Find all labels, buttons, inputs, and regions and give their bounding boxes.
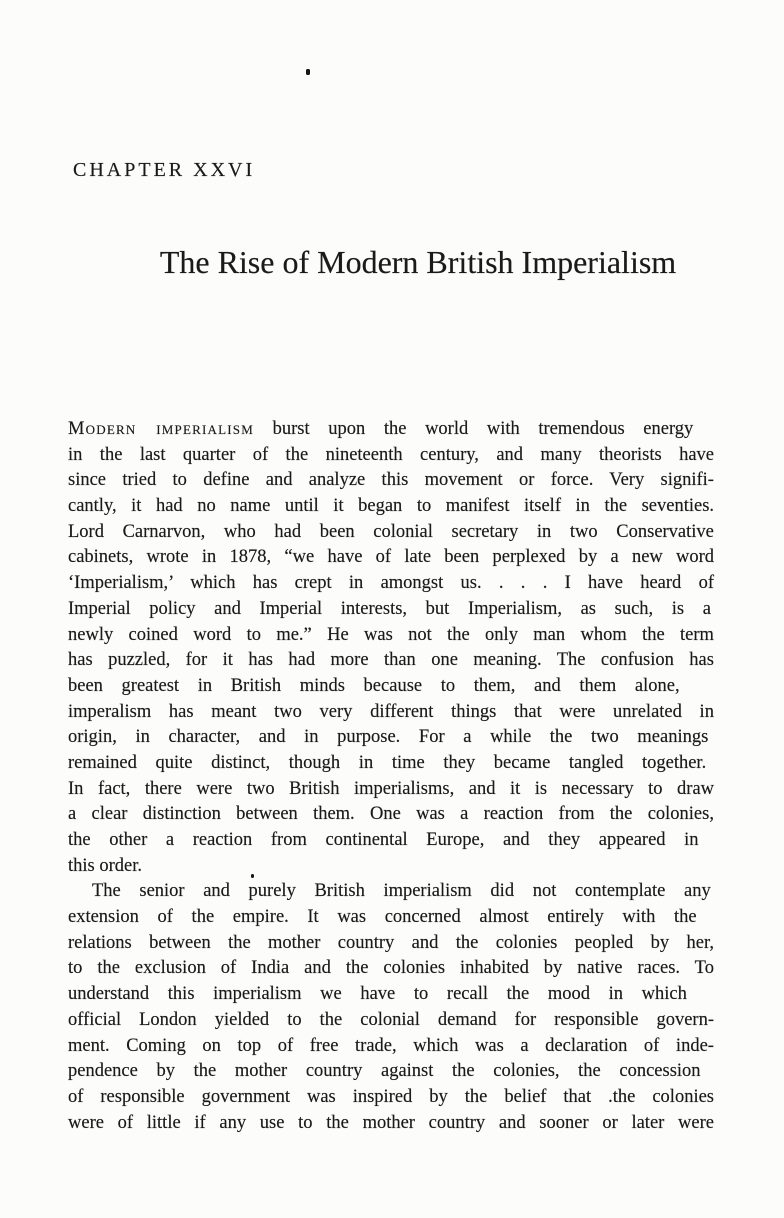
text-line: In fact, there were two British imperialisms, and it is necessary to draw (68, 778, 715, 799)
text-line: newly coined word to me.” He was not the only man whom the term (68, 624, 714, 645)
text-line: imperalism has meant two very different things that were unrelated in (68, 701, 714, 722)
text-line: a clear distinction between them. One was a reaction from the colonies, (68, 804, 714, 825)
text-line: been greatest in British minds because to them, and them alone, (68, 675, 680, 696)
text-line: cabinets, wrote in 1878, “we have of late been perplexed by a new word (68, 547, 715, 568)
text-line: extension of the empire. It was concerned almost entirely with the (68, 907, 697, 928)
text-line: to the exclusion of India and the colonies inhabited by native races. To (68, 958, 714, 979)
text-line: official London yielded to the colonial demand for responsible govern- (68, 1009, 714, 1030)
text-line: The senior and purely British imperialism did not contemplate any (92, 881, 711, 902)
text-line: ment. Coming on top of free trade, which was a declaration of inde- (68, 1035, 714, 1056)
text-line: this order. (68, 855, 142, 876)
text-line: relations between the mother country and the colonies peopled by her, (68, 932, 715, 953)
text-line: Imperial policy and Imperial interests, but Imperialism, as such, is a (68, 598, 711, 619)
text-line: understand this imperialism we have to recall the mood in which (68, 984, 687, 1005)
text-line: remained quite distinct, though in time they became tangled together. (68, 752, 707, 773)
ink-speck-top (306, 69, 310, 75)
text-line: Lord Carnarvon, who had been colonial secretary in two Conservative (68, 521, 714, 542)
text-line: Modern imperialism burst upon the world with tremendous energy (68, 419, 694, 439)
text-line: in the last quarter of the nineteenth century, and many theorists have (68, 444, 715, 465)
text-line: since tried to define and analyze this movement or force. Very signifi- (68, 470, 714, 491)
text-line: has puzzled, for it has had more than one meaning. The confusion has (68, 650, 714, 671)
text-line: ‘Imperialism,’ which has crept in amongst us. . . . I have heard of (68, 573, 714, 594)
chapter-heading: CHAPTER XXVI (73, 159, 256, 181)
page-title: The Rise of Modern British Imperialism (159, 244, 677, 280)
body-text (68, 417, 714, 1136)
lead-in-small-caps: Modern imperialism (68, 419, 254, 439)
text-line: the other a reaction from continental Europe, and they appeared in (68, 830, 699, 850)
text-line: cantly, it had no name until it began to manifest itself in the seventies. (68, 496, 715, 517)
text-line: were of little if any use to the mother country and sooner or later were (68, 1112, 714, 1133)
text-line: origin, in character, and in purpose. For a while the two meanings (68, 727, 709, 748)
text-line: of responsible government was inspired by the belief that .the colonies (68, 1086, 714, 1107)
text-line: pendence by the mother country against the colonies, the concession (68, 1061, 701, 1082)
